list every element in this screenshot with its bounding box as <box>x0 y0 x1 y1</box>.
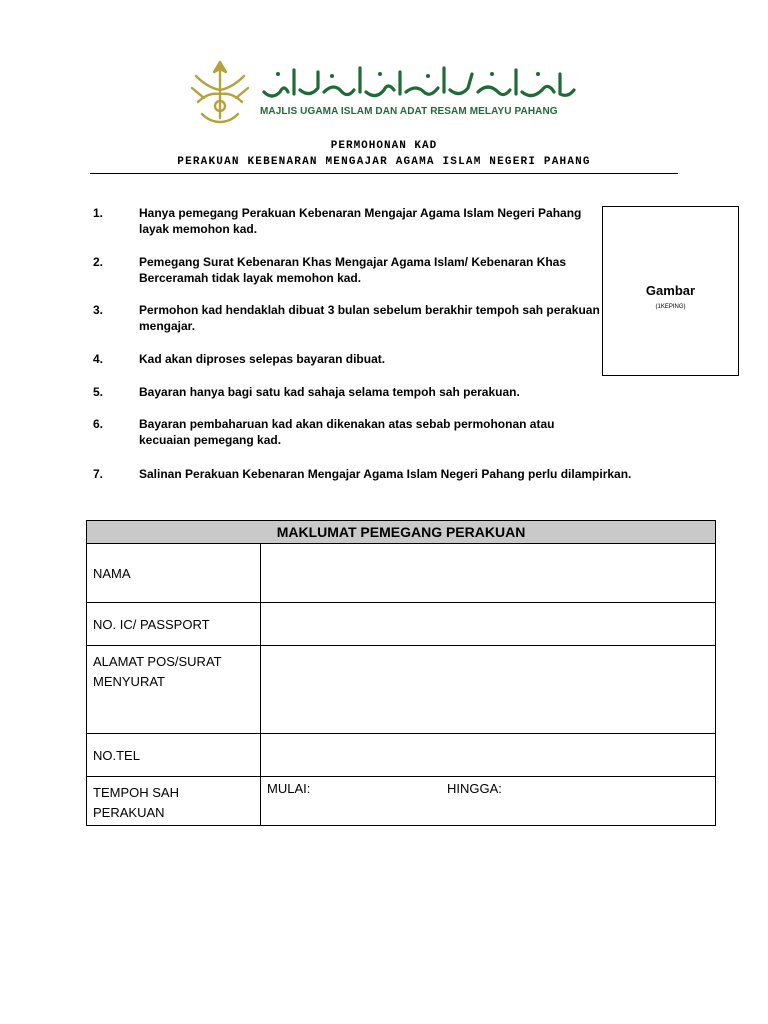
list-item-text: Kad akan diproses selepas bayaran dibuat. <box>139 352 386 366</box>
holder-info-table <box>86 520 716 826</box>
table-row <box>87 544 716 603</box>
validity-from-label: MULAI: <box>267 781 311 796</box>
photo-count-note: (1KEPING) <box>655 304 686 310</box>
table-row <box>87 777 716 826</box>
table-row <box>87 603 716 646</box>
photo-label: Gambar <box>645 283 696 298</box>
ic-passport-field[interactable] <box>261 603 716 646</box>
list-item-text: Bayaran pembaharuan kad akan dikenakan atas sebab permohonan atau kecuaian pemegang kad. <box>139 417 555 447</box>
list-item-text: Hanya pemegang Perakuan Kebenaran Mengajar Agama Islam Negeri Pahang layak memohon kad. <box>139 206 582 236</box>
field-label-address: ALAMAT POS/SURAT MENYURAT <box>87 646 261 734</box>
validity-to-label: HINGGA: <box>447 781 502 796</box>
list-item-number: 4. <box>93 352 104 366</box>
address-field[interactable] <box>261 646 716 734</box>
photo-placeholder-box[interactable] <box>602 206 739 376</box>
field-label-phone: NO.TEL <box>87 734 261 777</box>
list-item-number: 3. <box>93 303 104 317</box>
list-item-number: 7. <box>93 467 104 481</box>
title-divider <box>90 173 678 174</box>
list-item-number: 1. <box>93 206 104 220</box>
form-title: PERMOHONAN KAD <box>330 140 438 152</box>
validity-period-field[interactable] <box>261 777 716 826</box>
list-item-text: Salinan Perakuan Kebenaran Mengajar Agama Islam Negeri Pahang perlu dilampirkan. <box>139 467 632 481</box>
table-row <box>87 734 716 777</box>
list-item-number: 2. <box>93 255 104 269</box>
phone-field[interactable] <box>261 734 716 777</box>
name-field[interactable] <box>261 544 716 603</box>
list-item-text: Permohon kad hendaklah dibuat 3 bulan sebelum berakhir tempoh sah perakuan mengajar. <box>139 303 600 333</box>
table-row <box>87 646 716 734</box>
council-logo <box>188 58 583 130</box>
jawi-calligraphy-title <box>258 62 580 104</box>
field-label-name: NAMA <box>87 544 261 603</box>
table-heading: MAKLUMAT PEMEGANG PERAKUAN <box>87 521 716 544</box>
field-label-ic-passport: NO. IC/ PASSPORT <box>87 603 261 646</box>
state-emblem-icon <box>188 58 252 130</box>
list-item-text: Pemegang Surat Kebenaran Khas Mengajar Agama Islam/ Kebenaran Khas Berceramah tidak layak memohon kad. <box>139 255 567 285</box>
list-item-number: 5. <box>93 385 104 399</box>
council-name: MAJLIS UGAMA ISLAM DAN ADAT RESAM MELAYU PAHANG <box>260 106 558 117</box>
form-subtitle: PERAKUAN KEBENARAN MENGAJAR AGAMA ISLAM NEGERI PAHANG <box>177 156 591 168</box>
list-item-number: 6. <box>93 417 104 431</box>
list-item-text: Bayaran hanya bagi satu kad sahaja selama tempoh sah perakuan. <box>139 385 520 399</box>
field-label-validity: TEMPOH SAH PERAKUAN <box>87 777 261 826</box>
